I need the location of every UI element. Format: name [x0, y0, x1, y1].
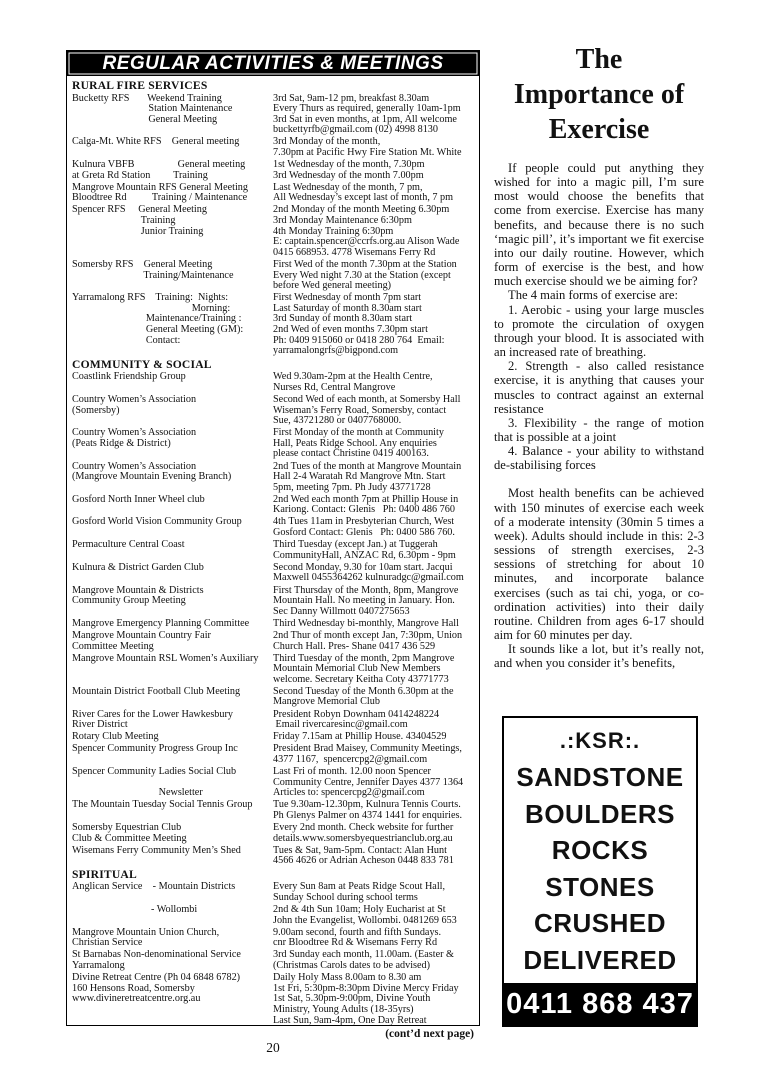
article-paragraph: 3. Flexibility - the range of motion that is possible at a joint: [494, 415, 704, 444]
activity-entry: [72, 372, 476, 393]
entry-details: [273, 428, 476, 460]
entry-left-line: Newsletter: [72, 787, 203, 799]
page-number: 20: [266, 1040, 280, 1055]
entry-left-line: Mangrove Emergency Planning Committee: [72, 617, 250, 629]
activity-entry: [72, 160, 476, 181]
activity-entry: [72, 540, 476, 561]
entry-details: [273, 619, 476, 630]
entry-detail-line: Friday 7.15am at Phillip House. 43404529: [273, 731, 447, 743]
entry-details: [273, 905, 476, 926]
regular-activities-box: [66, 50, 480, 1040]
entry-organisation: [72, 395, 273, 427]
entry-left-line: Rotary Club Meeting: [72, 731, 159, 743]
entry-organisation: [72, 687, 273, 708]
entry-organisation: [72, 462, 273, 494]
entry-detail-line: 9.00am second, fourth and fifth Sundays.: [273, 926, 442, 938]
entry-left-line: (Somersby): [72, 404, 120, 416]
ad-word: CRUSHED: [533, 908, 667, 939]
entry-left-line: (Mangrove Mountain Evening Branch): [72, 471, 232, 483]
ad-word: BOULDERS: [525, 798, 675, 829]
activity-entry: [72, 395, 476, 427]
entry-details: [273, 395, 476, 427]
entry-details: [273, 744, 476, 765]
activity-entry: [72, 205, 476, 258]
entry-left-line: Kulnura VBFB General meeting: [72, 159, 246, 171]
activity-entry: [72, 687, 476, 708]
entry-left-line: Bucketty RFS Weekend Training: [72, 92, 222, 104]
entry-left-line: Mangrove Mountain RSL Women’s Auxiliary: [72, 652, 259, 664]
entry-detail-line: Hall, Peats Ridge School. Any enquiries: [273, 437, 437, 449]
activity-entry: [72, 428, 476, 460]
entry-organisation: [72, 732, 273, 743]
activity-entry: [72, 94, 476, 136]
entry-details: [273, 205, 476, 258]
entry-detail-line: Ph Glenys Palmer on 4374 1441 for enquiries.: [273, 809, 463, 821]
entry-detail-line: Last Fri of month. 12.00 noon Spencer: [273, 766, 431, 778]
entry-detail-line: Third Tuesday (except Jan.) at Tuggerah: [273, 539, 438, 551]
entry-detail-line: 3rd Sunday each month, 11.00am. (Easter &: [273, 949, 454, 961]
entry-detail-line: 3rd Sat, 9am-12 pm, breakfast 8.30am: [273, 92, 430, 104]
entry-detail-line: 1st Fri, 5:30pm-8:30pm Divine Mercy Friday: [273, 982, 459, 994]
article-paragraph: It sounds like a lot, but it’s really not, and when you consider it’s benefits,: [494, 642, 704, 671]
entry-organisation: [72, 744, 273, 765]
entry-organisation: [72, 495, 273, 516]
entry-details: [273, 732, 476, 743]
entry-details: [273, 586, 476, 618]
entry-detail-line: before Wed general meeting): [273, 280, 392, 292]
entry-left-line: Maintenance/Training :: [72, 313, 242, 325]
entry-left-line: Yarramalong: [72, 960, 125, 972]
entry-left-line: General Meeting: [72, 113, 218, 125]
article-body: [494, 161, 704, 670]
entry-left-line: Bloodtree Rd Training / Maintenance: [72, 192, 248, 204]
entry-details: [273, 846, 476, 867]
entry-details: [273, 160, 476, 181]
entry-left-line: Gosford North Inner Wheel club: [72, 493, 205, 505]
ad-word: SANDSTONE: [516, 762, 684, 793]
entry-detail-line: 3rd Sat in even months, at 1pm, All welcome: [273, 113, 457, 125]
entry-left-line: at Greta Rd Station Training: [72, 169, 208, 181]
entry-detail-line: 4th Tues 11am in Presbyterian Church, West: [273, 516, 455, 528]
activities-title-bar: REGULAR ACTIVITIES & MEETINGS: [67, 51, 479, 76]
article-title-line: Importance of: [513, 79, 685, 110]
entry-organisation: [72, 882, 273, 903]
entry-detail-line: President Brad Maisey, Community Meetings,: [273, 743, 462, 755]
entry-details: [273, 517, 476, 538]
activities-list: [67, 76, 479, 1040]
entry-detail-line: Articles to: spencercpg2@gmail.com: [273, 787, 425, 799]
entry-left-line: Station Maintenance: [72, 103, 233, 115]
entry-organisation: [72, 517, 273, 538]
entry-detail-line: Ph: 0409 915060 or 0418 280 764 Email:: [273, 334, 445, 346]
entry-detail-line: 0415 668953. 4778 Wisemans Ferry Rd: [273, 246, 436, 258]
entry-details: [273, 973, 476, 1026]
activity-entry: [72, 744, 476, 765]
entry-detail-line: Mangrove Memorial Club: [273, 696, 380, 708]
entry-details: [273, 928, 476, 949]
activity-entry: [72, 928, 476, 949]
entry-detail-line: yarramalongrfs@bigpond.com: [273, 345, 399, 357]
article-paragraph: 4. Balance - your ability to withstand de-stabilising forces: [494, 444, 704, 473]
entry-detail-line: Sunday School during school terms: [273, 891, 418, 903]
article-paragraph: Most health benefits can be achieved with 150 minutes of exercise each week of a moderate intensity (30min 5 times a week). Adults should include in this: 2-3 sessions of strength exercises, 2-3 sessions of stretching for about 10 minutes, and incorporate balance exercises (such as tai chi, yoga, or co-ordination activities) into their daily routine. Children from ages 6-17 should aim for 60 minutes per day.: [494, 486, 704, 642]
ksr-ad: [502, 716, 698, 1027]
entry-details: [273, 882, 476, 903]
entry-detail-line: 3rd Sunday of month 8.30am start: [273, 313, 413, 325]
entry-detail-line: please contact Christine 0419 400163.: [273, 448, 429, 460]
entry-detail-line: 2nd & 4th Sun 10am; Holy Eucharist at St: [273, 904, 446, 916]
entry-left-line: Community Group Meeting: [72, 595, 186, 607]
entry-left-line: Junior Training: [72, 225, 204, 237]
entry-left-line: Divine Retreat Centre (Ph 04 6848 6782): [72, 972, 241, 984]
entry-organisation: [72, 631, 273, 652]
activity-entry: [72, 517, 476, 538]
entry-detail-line: Second Wed of each month, at Somersby Hall: [273, 393, 461, 405]
section-header: SPIRITUAL: [72, 867, 137, 881]
entry-organisation: [72, 293, 273, 357]
entry-organisation: [72, 563, 273, 584]
entry-detail-line: 3rd Wednesday of the month 7.00pm: [273, 169, 424, 181]
entry-organisation: [72, 823, 273, 844]
entry-detail-line: Mountain Memorial Club New Members: [273, 663, 441, 675]
entry-detail-line: Wiseman’s Ferry Road, Somersby, contact: [273, 404, 447, 416]
activity-entry: [72, 619, 476, 630]
entry-left-line: Calga-Mt. White RFS General meeting: [72, 136, 240, 148]
entry-organisation: [72, 372, 273, 393]
entry-left-line: St Barnabas Non-denominational Service: [72, 949, 241, 961]
ad-brand: .:KSR:.: [559, 728, 641, 753]
entry-detail-line: First Monday of the month at Community: [273, 427, 444, 439]
entry-detail-line: Tue 9.30am-12.30pm, Kulnura Tennis Courts.: [273, 799, 461, 811]
activity-entry: [72, 495, 476, 516]
entry-detail-line: Third Tuesday of the month, 2pm Mangrove: [273, 652, 455, 664]
entry-detail-line: 1st Wednesday of the month, 7.30pm: [273, 159, 425, 171]
entry-left-line: Spencer Community Progress Group Inc: [72, 743, 238, 755]
ad-word: STONES: [545, 871, 655, 902]
article-title-line: Exercise: [548, 114, 650, 145]
entry-details: [273, 631, 476, 652]
entry-detail-line: 2nd Monday of the month Meeting 6.30pm: [273, 204, 450, 216]
activity-entry: [72, 462, 476, 494]
article-title: [494, 42, 704, 147]
entry-details: [273, 687, 476, 708]
entry-detail-line: Mountain Hall. No meeting in January. Hon.: [273, 595, 455, 607]
entry-left-line: Training: [72, 215, 176, 227]
entry-details: [273, 800, 476, 821]
entry-detail-line: Last Wednesday of the month, 7 pm,: [273, 181, 423, 193]
activity-entry: [72, 260, 476, 292]
entry-detail-line: cnr Bloodtree Rd & Wisemans Ferry Rd: [273, 937, 438, 949]
activity-entry: [72, 137, 476, 158]
entry-detail-line: Nurses Rd, Central Mangrove: [273, 381, 396, 393]
entry-detail-line: Sue, 43721280 or 0407768000.: [273, 415, 402, 427]
entry-left-line: Spencer RFS General Meeting: [72, 204, 207, 216]
entry-detail-line: E: captain.spencer@ccrfs.org.au Alison Wade: [273, 236, 460, 248]
entry-detail-line: 5pm, meeting 7pm. Ph Judy 43771728: [273, 481, 431, 493]
continued-note: (cont’d next page): [385, 1027, 474, 1040]
activity-entry: [72, 183, 476, 204]
section-header: RURAL FIRE SERVICES: [72, 79, 208, 92]
entry-organisation: [72, 710, 273, 731]
entry-detail-line: First Wednesday of month 7pm start: [273, 292, 422, 304]
entry-detail-line: 2nd Thur of month except Jan, 7:30pm, Union: [273, 629, 463, 641]
entry-organisation: [72, 137, 273, 158]
entry-organisation: [72, 767, 273, 799]
entry-organisation: [72, 428, 273, 460]
entry-details: [273, 710, 476, 731]
entry-detail-line: Kariong. Contact: Glenis Ph: 0400 486 760: [273, 504, 455, 516]
entry-left-line: Training/Maintenance: [72, 269, 234, 281]
entry-left-line: The Mountain Tuesday Social Tennis Group: [72, 799, 253, 811]
entry-left-line: Yarramalong RFS Training: Nights:: [72, 292, 229, 304]
entry-detail-line: 3rd Monday of the month,: [273, 136, 381, 148]
entry-left-line: Permaculture Central Coast: [72, 539, 185, 551]
entry-left-line: Somersby RFS General Meeting: [72, 258, 213, 270]
entry-detail-line: Every Sun 8am at Peats Ridge Scout Hall,: [273, 881, 446, 893]
entry-details: [273, 495, 476, 516]
entry-left-line: www.divineretreatcentre.org.au: [72, 993, 201, 1005]
entry-left-line: Contact:: [72, 334, 181, 346]
exercise-article: [494, 42, 704, 670]
entry-detail-line: 1st Sat, 5.30pm-9:00pm, Divine Youth: [273, 993, 431, 1005]
entry-details: [273, 462, 476, 494]
entry-left-line: General Meeting (GM):: [72, 323, 244, 335]
entry-left-line: Morning:: [72, 302, 231, 314]
entry-details: [273, 260, 476, 292]
article-paragraph: The 4 main forms of exercise are:: [508, 288, 678, 303]
activity-entry: [72, 767, 476, 799]
entry-detail-line: 4th Monday Training 6:30pm: [273, 225, 394, 237]
entry-detail-line: Second Monday, 9.30 for 10am start. Jacqui: [273, 561, 453, 573]
entry-organisation: [72, 586, 273, 618]
entry-left-line: Christian Service: [72, 937, 143, 949]
entry-detail-line: 7.30pm at Pacific Hwy Fire Station Mt. White: [273, 146, 462, 158]
entry-detail-line: First Wed of the month 7.30pm at the Station: [273, 258, 457, 270]
entry-detail-line: 2nd Wed each month 7pm at Phillip House in: [273, 493, 459, 505]
entry-details: [273, 767, 476, 799]
entry-details: [273, 372, 476, 393]
article-paragraph: 2. Strength - also called resistance exercise, it is anything that causes your muscles to contract against an external resistance: [494, 359, 704, 416]
entry-detail-line: Every Thurs as required, generally 10am-1pm: [273, 103, 461, 115]
entry-left-line: 160 Hensons Road, Somersby: [72, 982, 195, 994]
entry-detail-line: CommunityHall, ANZAC Rd, 6.30pm - 9pm: [273, 549, 456, 561]
entry-detail-line: Hall 2-4 Waratah Rd Mangrove Mtn. Start: [273, 471, 446, 483]
entry-detail-line: 3rd Monday Maintenance 6:30pm: [273, 215, 412, 227]
ad-word-list: [504, 754, 696, 983]
entry-detail-line: details.www.somersbyequestrianclub.org.au: [273, 832, 453, 844]
entry-organisation: [72, 973, 273, 1026]
entry-detail-line: Maxwell 0455364262 kulnuradgc@gmail.com: [273, 572, 464, 584]
entry-left-line: Country Women’s Association: [72, 427, 197, 439]
entry-left-line: Committee Meeting: [72, 640, 154, 652]
entry-organisation: [72, 846, 273, 867]
entry-left-line: Country Women’s Association: [72, 393, 197, 405]
entry-detail-line: President Robyn Downham 0414248224: [273, 708, 440, 720]
entry-left-line: Mangrove Mountain RFS General Meeting: [72, 181, 248, 193]
entry-details: [273, 950, 476, 971]
entry-detail-line: Every Wed night 7.30 at the Station (except: [273, 269, 451, 281]
entry-details: [273, 823, 476, 844]
entry-left-line: Country Women’s Association: [72, 460, 197, 472]
entry-detail-line: Last Sun, 9am-4pm, One Day Retreat: [273, 1014, 427, 1026]
entry-detail-line: Community Centre, Jennifer Dayes 4377 1364: [273, 776, 464, 788]
entry-details: [273, 94, 476, 136]
entry-organisation: [72, 905, 273, 926]
entry-detail-line: 4566 4626 or Adrian Acheson 0448 833 781: [273, 855, 454, 867]
entry-detail-line: Gosford Contact: Glenis Ph: 0400 586 760.: [273, 527, 455, 539]
entry-left-line: Club & Committee Meeting: [72, 832, 187, 844]
section-header: COMMUNITY & SOCIAL: [72, 357, 212, 371]
entry-detail-line: Last Saturday of month 8.30am start: [273, 302, 422, 314]
entry-left-line: River Cares for the Lower Hawkesbury: [72, 708, 233, 720]
entry-detail-line: 2nd Tues of the month at Mangrove Mountain: [273, 460, 462, 472]
activity-entry: [72, 563, 476, 584]
entry-detail-line: 4377 1167, spencercpg2@gmail.com: [273, 753, 428, 765]
article-paragraph: If people could put anything they wished for into a magic pill, I’m sure most would choose the benefits that come from exercise. Exercise has many benefits, and because there is no such ‘magic pill’, it’s important we fit exercise into our daily routine. However, which form of exercise is the best, and how much exercise should we be aiming for?: [494, 161, 704, 289]
entry-detail-line: First Thursday of the Month, 8pm, Mangrove: [273, 584, 459, 596]
entry-left-line: River District: [72, 719, 128, 731]
article-title-line: The: [575, 44, 623, 75]
entry-detail-line: Third Wednesday bi-monthly, Mangrove Hall: [273, 617, 459, 629]
entry-organisation: [72, 260, 273, 292]
entry-detail-line: All Wednesday’s except last of month, 7 pm: [273, 192, 454, 204]
entry-detail-line: Church Hall. Pres- Shane 0417 436 529: [273, 640, 436, 652]
entry-detail-line: welcome. Secretary Keitha Coty 43771773: [273, 673, 449, 685]
activity-entry: [72, 732, 476, 743]
entry-left-line: (Peats Ridge & District): [72, 437, 171, 449]
ad-phone-number: 0411 868 437: [504, 983, 696, 1025]
entry-left-line: Mangrove Mountain Union Church,: [72, 926, 220, 938]
entry-detail-line: Tues & Sat, 9am-5pm. Contact: Alan Hunt: [273, 844, 447, 856]
entry-left-line: Wisemans Ferry Community Men’s Shed: [72, 844, 241, 856]
activity-entry: [72, 823, 476, 844]
entry-detail-line: John the Evangelist, Wollombi. 0481269 653: [273, 914, 457, 926]
entry-organisation: [72, 205, 273, 258]
activity-entry: [72, 846, 476, 867]
entry-organisation: [72, 160, 273, 181]
entry-detail-line: buckettyrfb@gmail.com (02) 4998 8130: [273, 124, 438, 136]
entry-left-line: Kulnura & District Garden Club: [72, 561, 204, 573]
entry-details: [273, 563, 476, 584]
activity-entry: [72, 973, 476, 1026]
entry-detail-line: (Christmas Carols dates to be advised): [273, 960, 431, 972]
entry-organisation: [72, 928, 273, 949]
activity-entry: [72, 950, 476, 971]
entry-left-line: Mountain District Football Club Meeting: [72, 685, 241, 697]
entry-details: [273, 183, 476, 204]
activity-entry: [72, 905, 476, 926]
entry-organisation: [72, 654, 273, 686]
entry-left-line: Coastlink Friendship Group: [72, 371, 186, 383]
activity-entry: [72, 654, 476, 686]
entry-detail-line: Wed 9.30am-2pm at the Health Centre,: [273, 371, 433, 383]
entry-detail-line: Second Tuesday of the Month 6.30pm at the: [273, 685, 454, 697]
entry-detail-line: Ministry, Young Adults (18-35yrs): [273, 1003, 414, 1015]
entry-left-line: Gosford World Vision Community Group: [72, 516, 242, 528]
entry-detail-line: 2nd Wed of even months 7.30pm start: [273, 323, 428, 335]
entry-detail-line: Email rivercaresinc@gmail.com: [273, 719, 408, 731]
entry-left-line: Somersby Equestrian Club: [72, 822, 182, 833]
entry-organisation: [72, 540, 273, 561]
entry-organisation: [72, 183, 273, 204]
entry-organisation: [72, 94, 273, 136]
entry-left-line: Spencer Community Ladies Social Club: [72, 766, 237, 778]
entry-details: [273, 654, 476, 686]
activity-entry: [72, 586, 476, 618]
entry-details: [273, 540, 476, 561]
article-paragraph: 1. Aerobic - using your large muscles to promote the circulation of oxygen through your blood. It is associated with an increased rate of breathing.: [494, 302, 704, 360]
activity-entry: [72, 631, 476, 652]
entry-organisation: [72, 950, 273, 971]
ad-word: ROCKS: [551, 835, 649, 866]
entry-left-line: - Wollombi: [72, 904, 198, 916]
entry-left-line: Anglican Service - Mountain Districts: [72, 881, 236, 893]
entry-left-line: Mangrove Mountain & Districts: [72, 584, 204, 596]
entry-details: [273, 293, 476, 357]
activity-entry: [72, 293, 476, 357]
activity-entry: [72, 800, 476, 821]
activity-entry: [72, 882, 476, 903]
ad-word: DELIVERED: [523, 944, 677, 975]
entry-left-line: Mangrove Mountain Country Fair: [72, 629, 211, 641]
entry-detail-line: Daily Holy Mass 8.00am to 8.30 am: [273, 972, 422, 984]
entry-details: [273, 137, 476, 158]
entry-organisation: [72, 800, 273, 821]
activity-entry: [72, 710, 476, 731]
entry-organisation: [72, 619, 273, 630]
entry-detail-line: Every 2nd month. Check website for further: [273, 822, 454, 833]
entry-detail-line: Sec Danny Willmott 0407275653: [273, 605, 410, 617]
